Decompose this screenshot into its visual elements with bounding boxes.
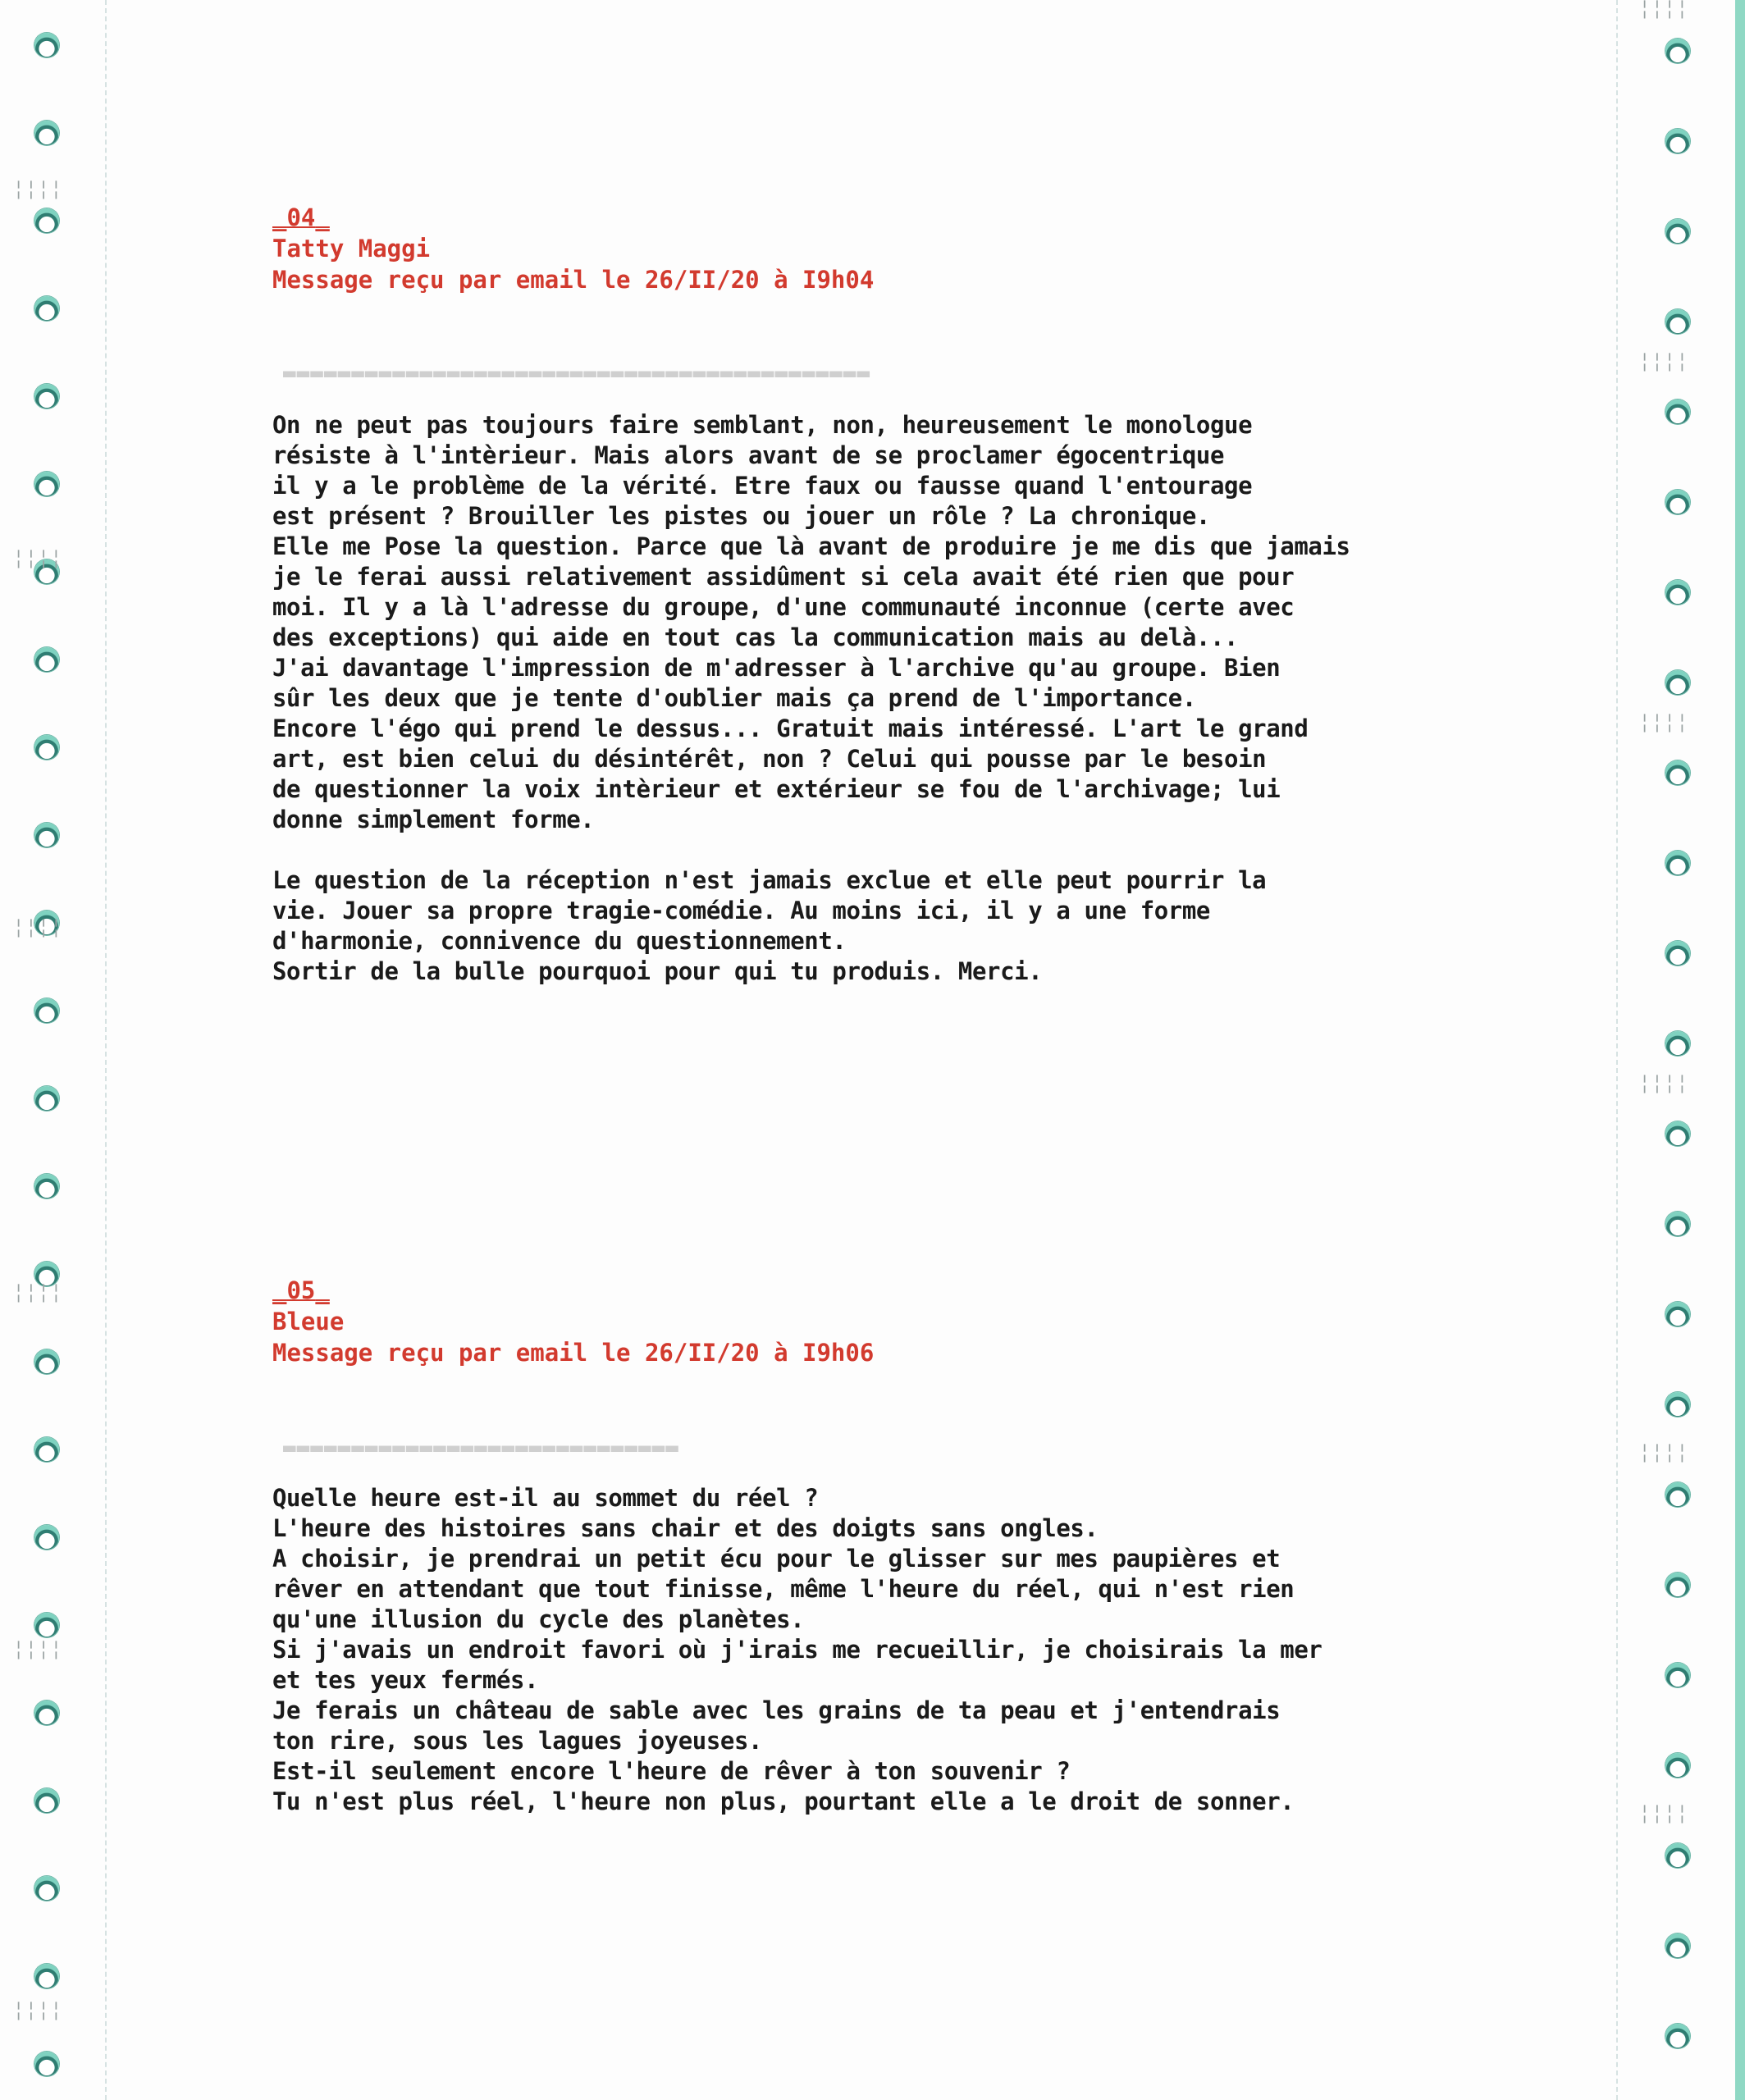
feed-hole	[34, 1613, 59, 1637]
feed-hole	[1665, 670, 1690, 695]
feed-hole	[34, 208, 59, 233]
feed-hole	[34, 33, 59, 57]
feed-hole	[34, 121, 59, 145]
feed-hole	[34, 1876, 59, 1901]
feed-hole	[1665, 1212, 1690, 1236]
feed-hole	[1665, 39, 1690, 63]
feed-hole	[34, 296, 59, 321]
perforation-mark: ╎╎╎╎	[1639, 714, 1689, 734]
entry-number: _ 04 _	[272, 202, 1470, 233]
feed-hole	[34, 823, 59, 847]
feed-hole	[34, 472, 59, 496]
feed-hole	[34, 998, 59, 1023]
feed-hole	[34, 1174, 59, 1198]
feed-hole	[34, 1349, 59, 1374]
perforation-mark: ╎╎╎╎	[1639, 1444, 1689, 1464]
feed-hole	[34, 1437, 59, 1462]
message-entry-05	[272, 1275, 1470, 1817]
left-tractor-feed-strip	[0, 0, 107, 2100]
feed-hole	[1665, 1753, 1690, 1778]
perforation-mark: ╎╎╎╎	[13, 550, 63, 570]
feed-hole	[1665, 2024, 1690, 2048]
feed-hole	[34, 1964, 59, 1988]
feed-hole	[1665, 399, 1690, 424]
entry-author: Tatty Maggi	[272, 235, 431, 262]
perforation-mark: ╎╎╎╎	[13, 180, 63, 201]
feed-hole	[1665, 219, 1690, 244]
right-tractor-feed-strip	[1616, 0, 1745, 2100]
entry-received-line: Message reçu par email le 26/II/20 à I9h06	[272, 1339, 875, 1367]
feed-hole	[1665, 941, 1690, 966]
show-through-text: ▬▬▬▬▬▬▬▬▬▬▬▬▬▬▬▬▬▬▬▬▬▬▬▬▬▬▬▬▬▬▬▬▬▬▬▬▬▬▬▬▬▬▬	[283, 361, 871, 386]
perforation-mark: ╎╎╎╎	[1639, 0, 1689, 21]
feed-hole	[1665, 1392, 1690, 1417]
perforation-mark: ╎╎╎╎	[1639, 353, 1689, 373]
feed-hole	[1665, 1663, 1690, 1687]
show-through-text: ▬▬▬▬▬▬▬▬▬▬▬▬▬▬▬▬▬▬▬▬▬▬▬▬▬▬▬▬▬	[283, 1436, 679, 1460]
perforation-mark: ╎╎╎╎	[13, 1284, 63, 1304]
feed-hole	[34, 735, 59, 760]
feed-hole	[1665, 760, 1690, 785]
feed-hole	[34, 1525, 59, 1550]
perforation-mark: ╎╎╎╎	[13, 2002, 63, 2022]
perforation-mark: ╎╎╎╎	[13, 919, 63, 939]
feed-hole	[34, 384, 59, 409]
feed-hole	[34, 1086, 59, 1111]
perforation-mark: ╎╎╎╎	[1639, 1075, 1689, 1095]
feed-hole	[1665, 490, 1690, 514]
entry-paragraph: Le question de la réception n'est jamais exclue et elle peut pourrir la vie. Jouer sa propre tragie-comédie. Au moins ici, il y a une forme d'harmonie, connivence du questionnement. Sortir de la bulle pourquoi pour qui tu produis. Merci.	[272, 866, 1267, 985]
feed-hole	[1665, 129, 1690, 153]
feed-hole	[34, 1701, 59, 1725]
perforation-mark: ╎╎╎╎	[13, 1641, 63, 1661]
feed-hole	[1665, 1933, 1690, 1958]
entry-author: Bleue	[272, 1308, 345, 1335]
feed-hole	[1665, 580, 1690, 605]
feed-hole	[1665, 1302, 1690, 1326]
feed-hole	[1665, 1843, 1690, 1868]
feed-hole	[34, 1788, 59, 1813]
feed-hole	[34, 1262, 59, 1286]
paper-edge	[1735, 0, 1745, 2100]
feed-hole	[1665, 851, 1690, 875]
feed-hole	[34, 647, 59, 672]
feed-hole	[34, 2052, 59, 2076]
feed-hole	[1665, 1573, 1690, 1597]
entry-received-line: Message reçu par email le 26/II/20 à I9h04	[272, 266, 875, 294]
feed-hole	[1665, 1121, 1690, 1146]
feed-hole	[1665, 309, 1690, 334]
perforation-mark: ╎╎╎╎	[1639, 1805, 1689, 1825]
feed-hole	[1665, 1482, 1690, 1507]
entry-paragraph: Quelle heure est-il au sommet du réel ? L'heure des histoires sans chair et des doigts sans ongles. A choisir, je prendrai un petit écu pour le glisser sur mes paupières et rêver en attendant que tout finisse, même l'heure du réel, qui n'est rien qu'une illusion du cycle des planètes. Si j'avais un endroit favori où j'irais me recueillir, je choisirais la mer et tes yeux fermés. Je ferais un château de sable avec les grains de ta peau et j'entendrais ton rire, sous les lagues joyeuses. Est-il seulement encore l'heure de rêver à ton souvenir ? Tu n'est plus réel, l'heure non plus, pourtant elle a le droit de sonner.	[272, 1484, 1322, 1815]
message-entry-04	[272, 202, 1470, 987]
entry-paragraph: On ne peut pas toujours faire semblant, non, heureusement le monologue résiste à l'intèrieur. Mais alors avant de se proclamer égocentrique il y a le problème de la vérité. Etre faux ou fausse quand l'entourage est présent ? Brouiller les pistes ou jouer un rôle ? La chronique. Elle me Pose la question. Parce que là avant de produire je me dis que jamais je le ferai aussi relativement assidûment si cela avait été rien que pour moi. Il y a là l'adresse du groupe, d'une communauté inconnue (certe avec des exceptions) qui aide en tout cas la communication mais au delà... J'ai davantage l'impression de m'adresser à l'archive qu'au groupe. Bien sûr les deux que je tente d'oublier mais ça prend de l'importance. Encore l'égo qui prend le dessus... Gratuit mais intéressé. L'art le grand art, est bien celui du désintérêt, non ? Celui qui pousse par le besoin de questionner la voix intèrieur et extérieur se fou de l'archivage; lui donne simplement forme.	[272, 411, 1350, 833]
entry-number: _ 05 _	[272, 1275, 1470, 1306]
feed-hole	[1665, 1031, 1690, 1056]
